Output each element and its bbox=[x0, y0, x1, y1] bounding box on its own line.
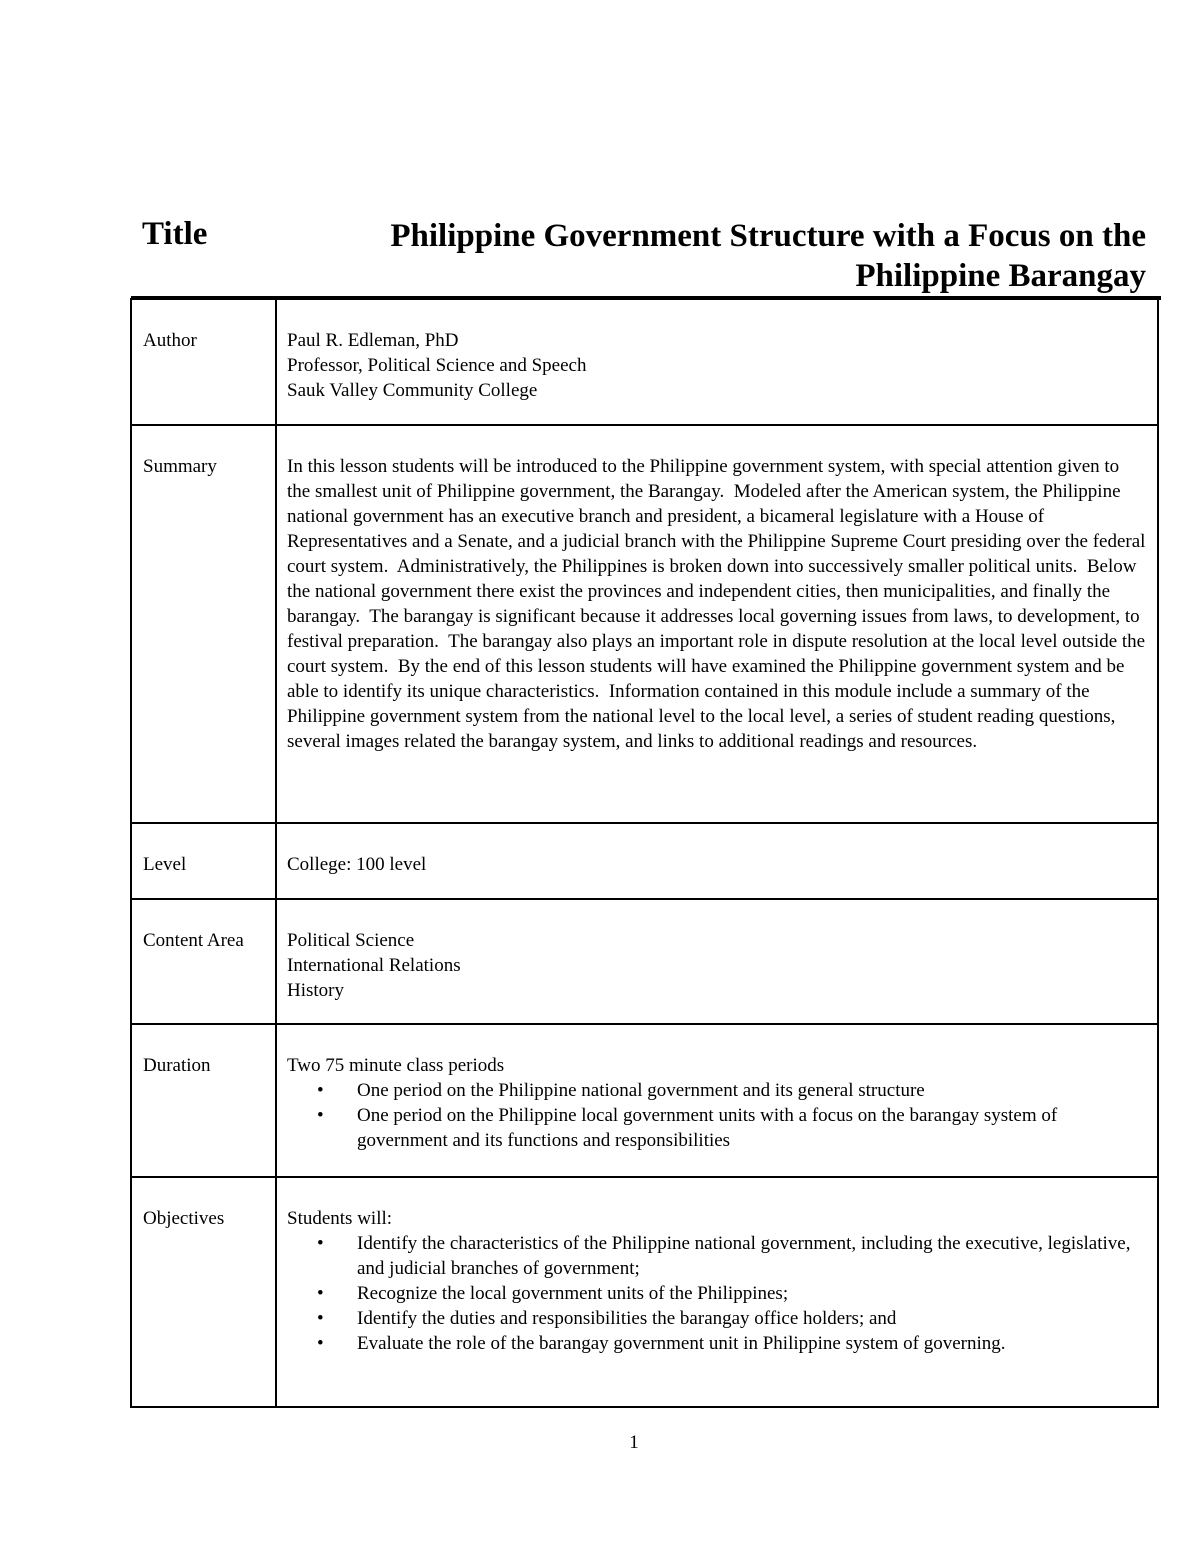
level-value-cell bbox=[276, 823, 1158, 899]
objective-bullet: • Identify the duties and responsibilities the barangay office holders; and bbox=[357, 1306, 1147, 1331]
content-area-row bbox=[131, 899, 1158, 1024]
content-area-item: Political Science bbox=[287, 930, 415, 951]
duration-list bbox=[287, 1078, 1147, 1153]
author-label: Author bbox=[143, 330, 197, 351]
author-position: Professor, Political Science and Speech bbox=[287, 355, 587, 376]
objectives-value-cell bbox=[276, 1177, 1158, 1407]
author-label-cell bbox=[131, 299, 276, 425]
content-area-value-cell bbox=[276, 899, 1158, 1024]
author-name: Paul R. Edleman, PhD bbox=[287, 330, 459, 351]
document-title bbox=[300, 216, 1146, 296]
objective-bullet: • Evaluate the role of the barangay government unit in Philippine system of governing. bbox=[357, 1331, 1147, 1356]
objectives-list bbox=[287, 1231, 1147, 1356]
content-area-label-cell bbox=[131, 899, 276, 1024]
title-line-2: Philippine Barangay bbox=[855, 258, 1146, 294]
duration-row bbox=[131, 1024, 1158, 1177]
duration-intro: Two 75 minute class periods bbox=[287, 1055, 505, 1076]
title-line-1: Philippine Government Structure with a Focus on the bbox=[390, 218, 1146, 254]
author-institution: Sauk Valley Community College bbox=[287, 380, 538, 401]
duration-bullet: • One period on the Philippine national government and its general structure bbox=[357, 1078, 1147, 1103]
level-label-cell bbox=[131, 823, 276, 899]
objectives-label-cell bbox=[131, 1177, 276, 1407]
level-text: College: 100 level bbox=[287, 854, 427, 875]
content-area-label: Content Area bbox=[143, 930, 244, 951]
objective-bullet: • Recognize the local government units of the Philippines; bbox=[357, 1281, 1147, 1306]
objectives-label: Objectives bbox=[143, 1208, 225, 1229]
page-number: 1 bbox=[629, 1432, 639, 1453]
objective-bullet: • Identify the characteristics of the Philippine national government, including the executive, legislative, and judicial branches of government; bbox=[357, 1231, 1147, 1281]
level-row bbox=[131, 823, 1158, 899]
lesson-info-table bbox=[130, 298, 1159, 1408]
duration-label: Duration bbox=[143, 1055, 211, 1076]
summary-text: In this lesson students will be introduced to the Philippine government system, with special attention given to the smallest unit of Philippine government, the Barangay. Modeled after the American system, the Philippine national government has an executive branch and president, a bicameral legislature with a House of Representatives and a Senate, and a judicial branch with the Philippine Supreme Court presiding over the federal court system. Administratively, the Philippines is broken down into successively smaller political units. Below the national government there exist the provinces and independent cities, then municipalities, and finally the barangay. The barangay is significant because it addresses local governing issues from laws, to development, to festival preparation. The barangay also plays an important role in dispute resolution at the local level outside the court system. By the end of this lesson students will have examined the Philippine government system and be able to identify its unique characteristics. Information contained in this module include a summary of the Philippine government system from the national level to the local level, a series of student reading questions, several images related the barangay system, and links to additional readings and resources. bbox=[287, 456, 1151, 752]
duration-label-cell bbox=[131, 1024, 276, 1177]
content-area-item: International Relations bbox=[287, 955, 461, 976]
summary-row bbox=[131, 425, 1158, 823]
title-label: Title bbox=[142, 216, 208, 252]
content-area-item: History bbox=[287, 980, 344, 1001]
summary-value-cell bbox=[276, 425, 1158, 823]
level-label: Level bbox=[143, 854, 187, 875]
objectives-row bbox=[131, 1177, 1158, 1407]
duration-value-cell bbox=[276, 1024, 1158, 1177]
author-value-cell bbox=[276, 299, 1158, 425]
summary-label-cell bbox=[131, 425, 276, 823]
duration-bullet: • One period on the Philippine local government units with a focus on the barangay system of government and its functions and responsibilities bbox=[357, 1103, 1147, 1153]
author-row bbox=[131, 299, 1158, 425]
summary-label: Summary bbox=[143, 456, 217, 477]
objectives-intro: Students will: bbox=[287, 1208, 393, 1229]
